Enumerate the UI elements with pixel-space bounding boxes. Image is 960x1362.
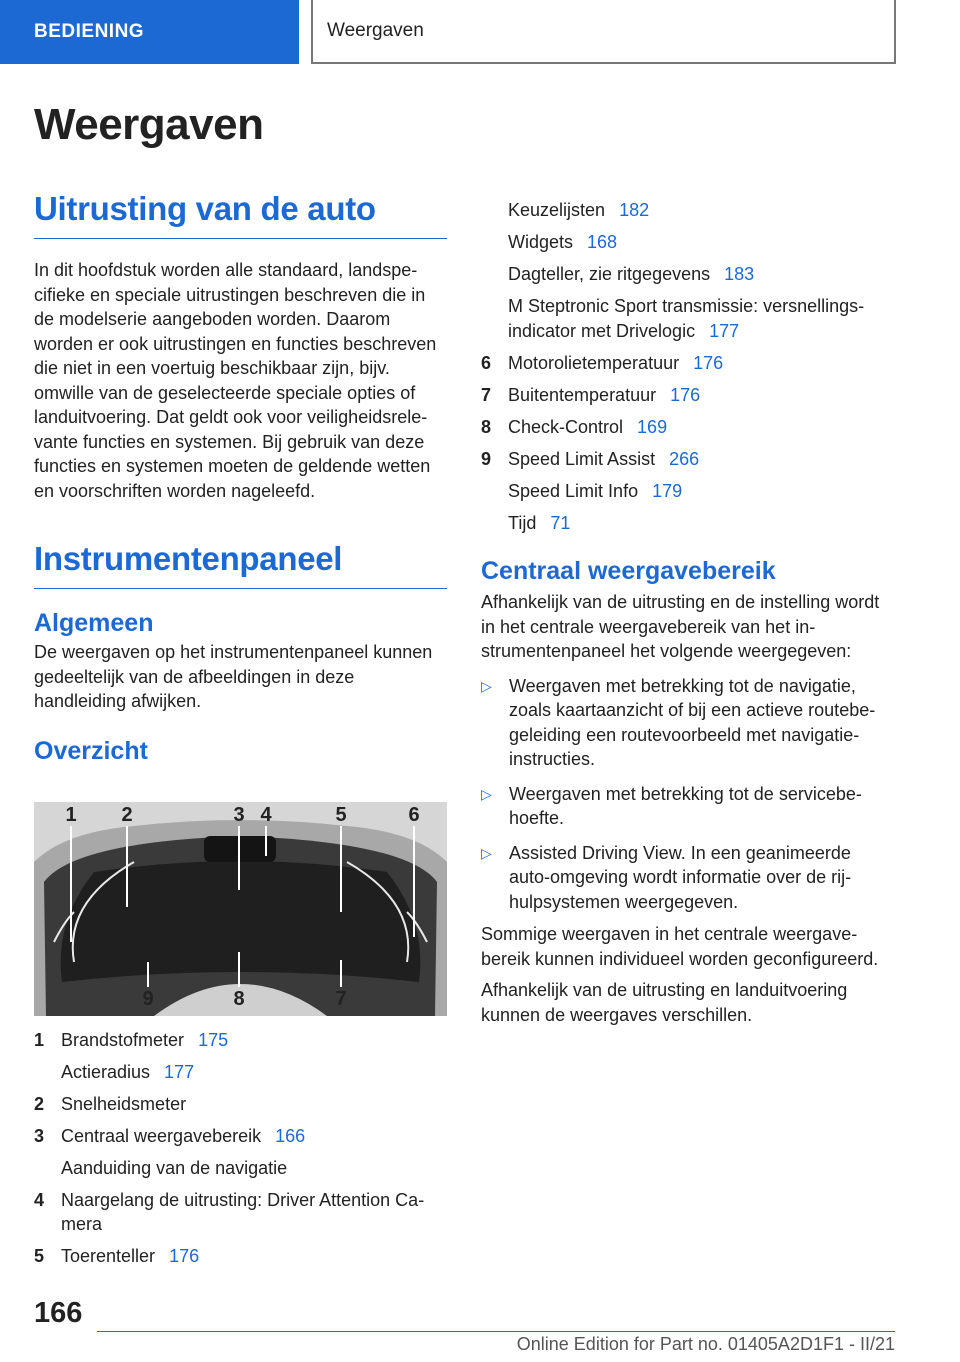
list-item — [481, 511, 895, 536]
page-reference-link[interactable]: 169 — [637, 416, 668, 437]
list-item — [34, 1060, 447, 1085]
callout-number: 8 — [233, 988, 245, 1010]
item-text: Toerenteller — [61, 1246, 156, 1266]
page-number: 166 — [34, 1297, 83, 1329]
item-number: 5 — [34, 1246, 45, 1266]
list-item — [481, 230, 895, 255]
section-tab — [0, 0, 299, 64]
list-item — [34, 1156, 447, 1181]
item-text: Motorolietemperatuur — [508, 352, 680, 373]
section-label: BEDIENING — [34, 21, 145, 42]
footer-rule — [97, 1331, 895, 1332]
callout-number: 5 — [335, 804, 347, 826]
list-item — [481, 262, 895, 287]
list-item — [481, 415, 895, 440]
bullet-text: Assisted Driving View. In een geanimeerde auto-omgeving wordt informatie over de rijhulpsystemen weergegeven. — [509, 842, 852, 912]
item-number: 2 — [34, 1093, 45, 1114]
footer-edition: Online Edition for Part no. 01405A2D1F1 - II/21 — [516, 1334, 895, 1354]
item-text: Check-Control — [508, 416, 624, 437]
callout-number: 1 — [65, 804, 77, 826]
callout-number: 2 — [121, 804, 133, 826]
page-reference-link[interactable]: 166 — [275, 1125, 306, 1146]
list-item — [481, 479, 895, 504]
callout-number: 4 — [260, 804, 272, 826]
bullet-text: Weergaven met betrekking tot de navigatie, zoals kaartaanzicht of bij een actieve routebegeleiding een routevoorbeeld met navigatieinstructies. — [509, 675, 876, 769]
item-text: Speed Limit Info — [508, 480, 639, 501]
right-column — [481, 198, 895, 1027]
list-item — [34, 1124, 447, 1149]
page-reference-link[interactable]: 182 — [619, 200, 650, 220]
central-display-intro: Afhankelijk van de uitrusting en de instelling wordt in het centrale weergavebereik van het instrumentenpaneel het volgende weergegeven: — [481, 592, 880, 661]
chapter-label: Weergaven — [327, 20, 424, 41]
list-item — [34, 1028, 447, 1053]
variation-paragraph: Afhankelijk van de uitrusting en landuitvoering kunnen de weergaves verschillen. — [481, 980, 848, 1025]
instrument-cluster-figure — [34, 802, 447, 1016]
item-text: Naargelang de uitrusting: Driver Attention Camera — [61, 1189, 425, 1234]
overview-list-left — [34, 1028, 447, 1269]
callout-number: 9 — [142, 988, 154, 1010]
central-display-bullets — [481, 674, 895, 915]
list-item — [481, 294, 895, 343]
item-number: 4 — [34, 1189, 45, 1210]
section-title-instrument-panel: Instrumentenpaneel — [34, 540, 447, 589]
page-reference-link[interactable]: 176 — [169, 1246, 200, 1266]
list-item — [481, 198, 895, 223]
bullet-text: Weergaven met betrekking tot de servicebehoefte. — [509, 783, 862, 828]
item-text: Brandstofmeter — [61, 1029, 185, 1050]
overview-list-right — [481, 198, 895, 535]
list-item — [34, 1244, 447, 1269]
bullet-item — [481, 841, 895, 915]
item-text: Aanduiding van de navigatie — [61, 1157, 288, 1178]
page-reference-link[interactable]: 175 — [198, 1029, 229, 1050]
triangle-bullet-icon: ▷ — [481, 785, 492, 802]
item-text: M Steptronic Sport transmissie: versnellingsindicator met Drivelogic — [508, 296, 865, 341]
page-reference-link[interactable]: 183 — [724, 264, 755, 284]
configurable-paragraph: Sommige weergaven in het centrale weergavebereik kunnen individueel worden geconfigureerd. — [481, 924, 879, 969]
page-reference-link[interactable]: 266 — [669, 448, 700, 469]
subsection-title-general: Algemeen — [34, 609, 154, 637]
list-item — [481, 351, 895, 376]
section-title-equipment: Uitrusting van de auto — [34, 190, 447, 239]
item-number: 1 — [34, 1029, 45, 1050]
bullet-item — [481, 674, 895, 772]
list-item — [34, 1188, 447, 1237]
page-reference-link[interactable]: 176 — [670, 384, 701, 405]
page-title: Weergaven — [34, 100, 264, 149]
equipment-paragraph: In dit hoofdstuk worden alle standaard, landspecifieke en speciale uitrustingen beschreven die in de modelserie aangeboden worden. Daarom worden er ook uitrustingen en functies beschreven die niet in een voertuig beschikbaar zijn, bijv. omwille van de geselecteerde speciale opties of landuitvoering. Dat geldt ook voor veiligheidsrelevante functies en systemen. Bij gebruik van deze functies en systemen moeten de geldende wetten en voorschriften worden nageleefd. — [34, 260, 437, 501]
item-number: 6 — [481, 352, 492, 373]
item-number: 9 — [481, 448, 492, 469]
item-text: Keuzelijsten — [508, 200, 606, 220]
page-reference-link[interactable]: 177 — [709, 320, 740, 341]
item-text: Widgets — [508, 232, 574, 252]
list-item — [34, 1092, 447, 1117]
item-text: Snelheidsmeter — [61, 1093, 187, 1114]
triangle-bullet-icon: ▷ — [481, 677, 492, 694]
page-reference-link[interactable]: 176 — [693, 352, 724, 373]
item-number: 8 — [481, 416, 492, 437]
left-column — [34, 190, 447, 1276]
callout-number: 6 — [408, 804, 420, 826]
list-item — [481, 383, 895, 408]
item-number: 7 — [481, 384, 492, 405]
item-text: Dagteller, zie ritgegevens — [508, 264, 711, 284]
page-reference-link[interactable]: 168 — [587, 232, 618, 252]
bullet-item — [481, 782, 895, 831]
instrument-cluster-illustration — [34, 802, 447, 1016]
page-reference-link[interactable]: 71 — [550, 512, 571, 533]
subsection-title-overview: Overzicht — [34, 736, 148, 765]
chapter-tab — [311, 0, 896, 64]
list-item — [481, 447, 895, 472]
page-reference-link[interactable]: 179 — [652, 480, 683, 501]
item-number: 3 — [34, 1125, 45, 1146]
triangle-bullet-icon: ▷ — [481, 844, 492, 861]
callout-number: 7 — [335, 988, 347, 1010]
item-text: Centraal weergavebereik — [61, 1125, 262, 1146]
item-text: Tijd — [508, 512, 537, 533]
item-text: Speed Limit Assist — [508, 448, 656, 469]
section-title-central-display: Centraal weergavebereik — [481, 557, 776, 585]
item-text: Actieradius — [61, 1061, 151, 1082]
general-paragraph: De weergaven op het instrumentenpaneel kunnen gedeeltelijk van de afbeeldingen in deze handleiding afwijken. — [34, 642, 433, 711]
callout-number: 3 — [233, 804, 245, 826]
item-text: Buitentemperatuur — [508, 384, 657, 405]
page-reference-link[interactable]: 177 — [164, 1061, 195, 1082]
